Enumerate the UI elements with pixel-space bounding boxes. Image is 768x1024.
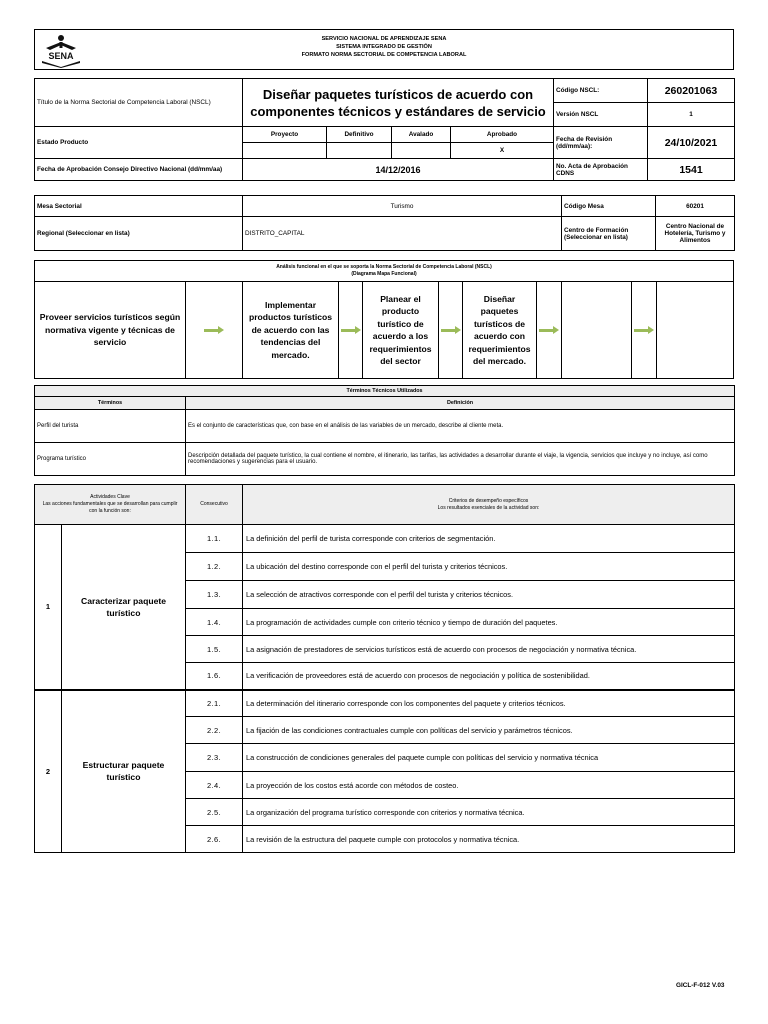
regional-label: Regional (Seleccionar en lista) — [35, 217, 243, 251]
criterion-text: La construcción de condiciones generales del paquete cumple con políticas del servicio y normativa técnica — [243, 744, 735, 772]
estado-proyecto-mark — [243, 143, 327, 159]
centro-formacion-label: Centro de Formación (Seleccionar en lista) — [562, 217, 656, 251]
activity-name: Caracterizar paquete turístico — [62, 525, 186, 690]
estado-producto-label: Estado Producto — [35, 127, 243, 159]
map-arrow-5 — [632, 282, 657, 378]
centro-formacion-value: Centro Nacional de Hotelería, Turismo y Alimentos — [656, 217, 735, 251]
version-nscl-label: Versión NSCL — [554, 103, 648, 127]
header-line-system: SISTEMA INTEGRADO DE GESTIÓN — [336, 44, 432, 50]
functional-map — [34, 260, 734, 379]
map-box-planear: Planear el producto turístico de acuerdo a los requerimientos del sector — [363, 282, 439, 378]
estado-avalado: Avalado — [392, 127, 451, 143]
codigo-mesa-value: 60201 — [656, 196, 735, 217]
map-arrow-2 — [339, 282, 363, 378]
estado-aprobado: Aprobado — [451, 127, 554, 143]
functional-map-title-line1: Análisis funcional en el que se soporta la Norma Sectorial de Competencia Laboral (NSCL) — [276, 264, 492, 270]
activities-col-subtitle: Las acciones fundamentales que se desarrollan para cumplir con la función son: — [42, 501, 178, 514]
arrow-right-icon — [539, 327, 559, 333]
term-name: Programa turístico — [35, 443, 186, 476]
key-activities-table — [34, 484, 735, 853]
map-arrow-4 — [537, 282, 562, 378]
logo-text: SENA — [48, 51, 74, 61]
criterion-text: La proyección de los costos está acorde con métodos de costeo. — [243, 772, 735, 799]
header-line-institution: SERVICIO NACIONAL DE APRENDIZAJE SENA — [321, 36, 447, 42]
term-name: Perfil del turista — [35, 410, 186, 443]
criterion-text: La fijación de las condiciones contractuales cumple con políticas del servicio y parámetros técnicos. — [243, 717, 735, 744]
criteria-col-title: Criterios de desempeño específicos — [448, 497, 529, 504]
criterion-text: La organización del programa turístico corresponde con criterios y normativa técnica. — [243, 799, 735, 826]
criterion-consecutive: 2.2. — [186, 717, 243, 744]
criterion-consecutive: 2.6. — [186, 826, 243, 853]
map-box-main-function: Proveer servicios turísticos según normativa vigente y técnicas de servicio — [35, 282, 186, 378]
criterion-text: La definición del perfil de turista corresponde con criterios de segmentación. — [243, 525, 735, 553]
estado-avalado-mark — [392, 143, 451, 159]
map-arrow-3 — [439, 282, 463, 378]
functional-map-title — [35, 261, 733, 282]
mesa-sectorial-table — [34, 195, 735, 251]
activities-col-title: Actividades Clave — [90, 494, 130, 500]
criterion-consecutive: 1.3. — [186, 581, 243, 609]
criterion-consecutive: 1.1. — [186, 525, 243, 553]
terms-col-definicion: Definición — [186, 397, 735, 410]
criterion-text: La asignación de prestadores de servicios turísticos está de acuerdo con procesos de negociación y normativa técnica. — [243, 636, 735, 663]
consecutivo-col-header: Consecutivo — [186, 485, 243, 525]
activity-number: 1 — [35, 525, 62, 690]
map-box-disenar: Diseñar paquetes turísticos de acuerdo con requerimientos del mercado. — [463, 282, 537, 378]
criterion-consecutive: 1.5. — [186, 636, 243, 663]
term-definition: Descripción detallada del paquete turístico, la cual contiene el nombre, el itinerario, las tarifas, las actividades a desarrollar durante el viaje, la vigencia, servicios que incluye y no incluye, así como recomendaciones y sugerencias para el usuario. — [186, 443, 735, 476]
estado-definitivo: Definitivo — [327, 127, 392, 143]
titulo-value: Diseñar paquetes turísticos de acuerdo con componentes técnicos y estándares de servicio — [243, 79, 554, 127]
arrow-right-icon — [341, 327, 361, 333]
technical-terms-table — [34, 385, 735, 476]
codigo-nscl-value: 260201063 — [648, 79, 735, 103]
map-box-empty-2 — [657, 282, 735, 378]
criterion-text: La determinación del itinerario corresponde con los componentes del paquete y criterios técnicos. — [243, 690, 735, 717]
mesa-sectorial-value: Turismo — [243, 196, 562, 217]
criterion-consecutive: 2.3. — [186, 744, 243, 772]
terms-col-terminos: Términos — [35, 397, 186, 410]
titulo-label: Título de la Norma Sectorial de Competencia Laboral (NSCL) — [35, 79, 243, 127]
arrow-right-icon — [204, 327, 224, 333]
fecha-aprobacion-value: 14/12/2016 — [243, 159, 554, 181]
header-lines — [35, 35, 733, 59]
criterion-consecutive: 1.6. — [186, 663, 243, 690]
fecha-revision-value: 24/10/2021 — [648, 127, 735, 159]
criteria-col-header — [243, 485, 735, 525]
criterion-consecutive: 2.4. — [186, 772, 243, 799]
codigo-mesa-label: Código Mesa — [562, 196, 656, 217]
mesa-sectorial-label: Mesa Sectorial — [35, 196, 243, 217]
activities-col-header — [35, 485, 186, 525]
criterion-consecutive: 2.1. — [186, 690, 243, 717]
estado-proyecto: Proyecto — [243, 127, 327, 143]
codigo-nscl-label: Código NSCL: — [554, 79, 648, 103]
header-line-format: FORMATO NORMA SECTORIAL DE COMPETENCIA LABORAL — [301, 52, 467, 58]
document-code: GICL-F-012 V.03 — [676, 982, 725, 989]
criterion-text: La verificación de proveedores está de acuerdo con procesos de negociación y política de sostenibilidad. — [243, 663, 735, 690]
fecha-aprobacion-label: Fecha de Aprobación Consejo Directivo Nacional (dd/mm/aa) — [35, 159, 243, 181]
criterion-text: La selección de atractivos corresponde con el perfil del turista y criterios técnicos. — [243, 581, 735, 609]
criterion-text: La ubicación del destino corresponde con el perfil del turista y criterios técnicos. — [243, 553, 735, 581]
activity-number: 2 — [35, 690, 62, 853]
criterion-text: La revisión de la estructura del paquete cumple con protocolos y normativa técnica. — [243, 826, 735, 853]
map-box-empty-1 — [562, 282, 632, 378]
terms-title: Términos Técnicos Utilizados — [35, 386, 735, 397]
criterion-consecutive: 1.4. — [186, 609, 243, 636]
nscl-info-table — [34, 78, 735, 181]
criterion-consecutive: 2.5. — [186, 799, 243, 826]
fecha-revision-label: Fecha de Revisión (dd/mm/aa): — [554, 127, 648, 159]
functional-map-title-line2: (Diagrama Mapa Funcional) — [351, 271, 417, 277]
criteria-col-subtitle: Los resultados esenciales de la actividad son: — [437, 504, 540, 511]
document-header — [34, 29, 734, 70]
criterion-consecutive: 1.2. — [186, 553, 243, 581]
acta-aprobacion-value: 1541 — [648, 159, 735, 181]
arrow-right-icon — [441, 327, 461, 333]
acta-aprobacion-label: No. Acta de Aprobación CDNS — [554, 159, 648, 181]
term-definition: Es el conjunto de características que, con base en el análisis de las variables de un mercado, describe al cliente meta. — [186, 410, 735, 443]
estado-aprobado-mark: X — [451, 143, 554, 159]
version-nscl-value: 1 — [648, 103, 735, 127]
regional-value: DISTRITO_CAPITAL — [243, 217, 562, 251]
estado-definitivo-mark — [327, 143, 392, 159]
arrow-right-icon — [634, 327, 654, 333]
map-arrow-1 — [186, 282, 243, 378]
map-box-implementar: Implementar productos turísticos de acuerdo con las tendencias del mercado. — [243, 282, 339, 378]
criterion-text: La programación de actividades cumple con criterio técnico y tiempo de duración del paquetes. — [243, 609, 735, 636]
activity-name: Estructurar paquete turístico — [62, 690, 186, 853]
